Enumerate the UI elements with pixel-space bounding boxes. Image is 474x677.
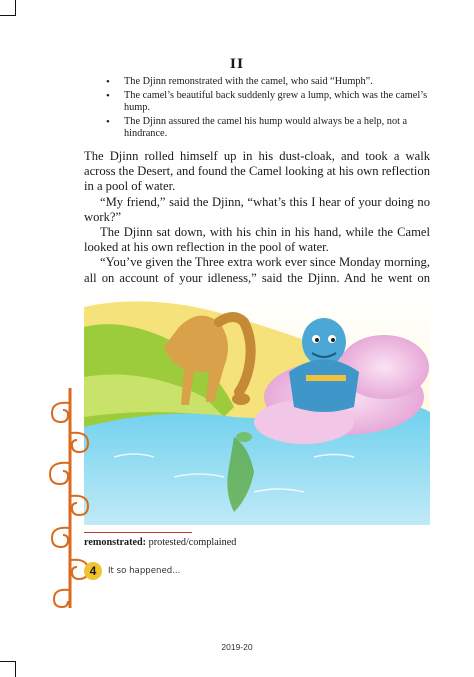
decorative-vine-border	[30, 388, 90, 608]
story-text	[84, 149, 430, 301]
crop-mark-top-left	[0, 0, 16, 16]
book-title: It so happened...	[108, 566, 181, 576]
summary-bullet: • The Djinn remonstrated with the camel, who said “Humph”.	[104, 76, 434, 89]
summary-bullets	[104, 76, 434, 142]
story-paragraph: The Djinn sat down, with his chin in his hand, while the Camel looked at his own reflection in the pool of water.	[84, 225, 430, 255]
story-paragraph: “You’ve given the Three extra work ever since Monday morning, all on account of your idleness,” said the Djinn. And he went on	[84, 255, 430, 285]
glossary-term: remonstrated:	[84, 537, 147, 548]
crop-mark-bottom-left	[0, 661, 16, 677]
glossary-rule	[84, 532, 192, 533]
page-number: 4	[84, 562, 102, 580]
section-numeral: II	[229, 57, 245, 72]
edition-year: 2019-20	[221, 642, 253, 652]
glossary-entry	[84, 537, 236, 548]
summary-bullet: • The Djinn assured the camel his hump would always be a help, not a hindrance.	[104, 116, 434, 141]
glossary-definition: protested/complained	[146, 537, 237, 548]
story-paragraph: “My friend,” said the Djinn, “what’s this I hear of your doing no work?”	[84, 194, 430, 224]
story-paragraph: The Djinn rolled himself up in his dust-cloak, and took a walk across the Desert, and found the Camel looking at his own reflection in a pool of water.	[84, 149, 430, 194]
djinn-camel-illustration	[84, 287, 430, 525]
page-footer	[84, 562, 180, 580]
summary-bullet: • The camel’s beautiful back suddenly grew a lump, which was the camel’s hump.	[104, 90, 434, 115]
